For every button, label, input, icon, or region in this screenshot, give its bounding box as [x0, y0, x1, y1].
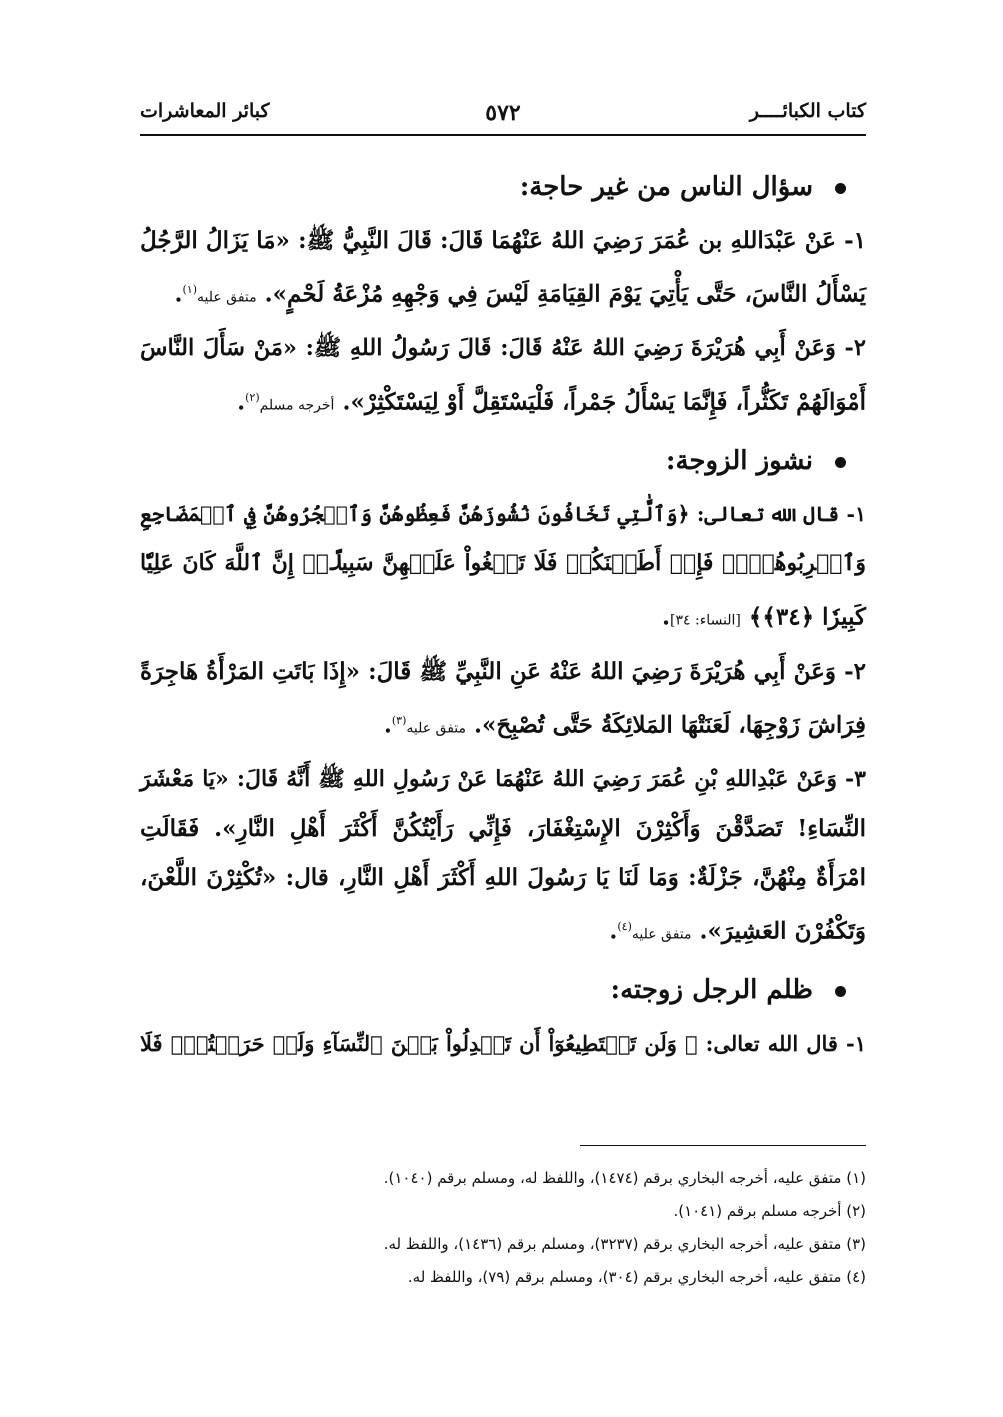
text-line	[140, 490, 866, 539]
text-line	[140, 696, 866, 745]
text-line	[140, 265, 866, 314]
footnote: (١) متفق عليه، أخرجه البخاري برقم (١٤٧٤)، واللفظ له، ومسلم برقم (١٠٤٠).	[383, 1169, 866, 1187]
bullet-icon	[835, 183, 846, 194]
text-line	[140, 588, 866, 637]
text-line	[140, 755, 866, 804]
bullet-icon	[835, 986, 846, 997]
hadith-item	[140, 755, 866, 951]
line-text: ٢- وَعَنْ أَبِي هُرَيْرَةَ رَضِيَ اللهُ عَنْهُ قَالَ: قَالَ رَسُولُ اللهِ ﷺ: «مَنْ سَأَلَ النَّاسَ	[140, 335, 866, 361]
footnote-ref[interactable]: (٢)	[245, 391, 260, 404]
text-line	[140, 1019, 866, 1068]
book-title: كتاب الكبائــــر	[749, 100, 866, 122]
page-body	[140, 158, 866, 1078]
bullet-icon	[835, 457, 846, 468]
text-line	[140, 853, 866, 902]
section-heading	[140, 432, 866, 490]
text-line	[140, 373, 866, 422]
text-line	[140, 539, 866, 588]
footnote-ref[interactable]: (٣)	[391, 714, 407, 727]
line-text: فِرَاشَ زَوْجِهَا، لَعَنَتْهَا المَلائِكَةُ حَتَّى تُصْبِحَ».	[474, 711, 866, 739]
text-line	[140, 804, 866, 853]
section-heading-text: سؤال الناس من غير حاجة:	[519, 172, 813, 202]
line-text: وَتَكْفُرْنَ العَشِيرَ».	[699, 917, 866, 945]
hadith-item	[140, 324, 866, 422]
footnote: (٣) متفق عليه، أخرجه البخاري برقم (٣٢٣٧)، ومسلم برقم (١٤٣٦)، واللفظ له.	[383, 1235, 866, 1253]
hadith-item	[140, 647, 866, 745]
text-line	[140, 216, 866, 265]
footnote: (٢) أخرجه مسلم برقم (١٠٤١).	[673, 1202, 866, 1220]
line-end-punct: .	[237, 388, 246, 416]
chapter-title: كبائر المعاشرات	[140, 100, 270, 122]
line-text: ١- قال الله تعالى: ﴿وَٱلَّٰتِي تَخَافُونَ نُشُوزَهُنَّ فَعِظُوهُنَّ وَٱهۡجُرُوهُنَّ فِي ٱلۡمَضَاجِعِ	[140, 502, 866, 526]
text-line	[140, 324, 866, 373]
line-text: ٣- وَعَنْ عَبْدِاللهِ بْنِ عُمَرَ رَضِيَ اللهُ عَنْهُمَا عَنْ رَسُولِ اللهِ ﷺ أَنَّهُ قَالَ: «يَا مَعْشَرَ	[140, 766, 866, 792]
line-text: أَمْوَالَهُمْ تَكَثُّراً، فَإِنَّمَا يَسْأَلُ جَمْراً، فَلْيَسْتَقِلَّ أَوْ لِيَسْتَكْثِرْ».	[342, 388, 866, 416]
source-note: متفق عليه	[631, 926, 692, 943]
section-heading-text: نشوز الزوجة:	[665, 446, 813, 476]
section-heading-text: ظلم الرجل زوجته:	[610, 975, 813, 1005]
line-text: ١- عَنْ عَبْدَاللهِ بن عُمَرَ رَضِيَ اللهُ عَنْهُمَا قَالَ: قَالَ النَّبِيُّ ﷺ: «مَا يَزَالُ الرَّجُلُ	[140, 227, 866, 254]
hadith-item	[140, 490, 866, 637]
footnotes	[140, 1162, 866, 1294]
text-line	[140, 647, 866, 696]
line-text: كَبِيرٗا ﴿٣٤﴾﴾	[748, 603, 866, 631]
hadith-item	[140, 216, 866, 314]
page-number: ٥٧٢	[485, 100, 521, 126]
footnote-ref[interactable]: (٤)	[617, 920, 632, 933]
section-heading	[140, 961, 866, 1019]
line-text: وَٱضۡرِبُوهُنَّۖ فَإِنۡ أَطَعۡنَكُمۡ فَلَا تَبۡغُواْ عَلَيۡهِنَّ سَبِيلًاۗ إِنَّ ٱللَّهَ كَانَ عَلِيّٗا	[140, 550, 866, 576]
line-text: ١- قال الله تعالى: ﴿ وَلَن تَسۡتَطِيعُوٓاْ أَن تَعۡدِلُواْ بَيۡنَ ٱلنِّسَآءِ وَلَوۡ حَرَصۡتُمۡۖ فَلَا	[140, 1031, 866, 1056]
line-end-punct: .	[383, 711, 392, 739]
source-note: [النساء: ٣٤]	[670, 612, 741, 629]
line-end-punct: .	[609, 917, 618, 945]
text-line	[140, 902, 866, 951]
hadith-item	[140, 1019, 866, 1068]
footnote-ref[interactable]: (١)	[182, 283, 197, 296]
section-heading	[140, 158, 866, 216]
line-end-punct: .	[662, 603, 671, 631]
line-text: امْرَأَةٌ مِنْهُنَّ، جَزْلَةٌ: وَمَا لَنَا يَا رَسُولَ اللهِ أَكْثَرَ أَهْلِ النَّارِ، قال: «تُكْثِرْنَ اللَّعْنَ،	[140, 864, 866, 891]
line-end-punct: .	[174, 280, 183, 308]
footnote-divider	[580, 1145, 866, 1146]
line-text: يَسْأَلُ النَّاسَ، حَتَّى يَأْتِيَ يَوْمَ القِيَامَةِ لَيْسَ فِي وَجْهِهِ مُزْعَةُ لَحْمٍ».	[264, 280, 866, 308]
source-note: أخرجه مسلم	[259, 397, 335, 414]
line-text: ٢- وَعَنْ أَبِي هُرَيْرَةَ رَضِيَ اللهُ عَنْهُ عَنِ النَّبِيِّ ﷺ قَالَ: «إِذَا بَاتَتِ المَرْأَةُ هَاجِرَةً	[140, 658, 866, 685]
source-note: متفق عليه	[406, 720, 467, 737]
source-note: متفق عليه	[197, 289, 257, 306]
running-header	[140, 100, 866, 130]
footnote: (٤) متفق عليه، أخرجه البخاري برقم (٣٠٤)، ومسلم برقم (٧٩)، واللفظ له.	[407, 1268, 866, 1286]
line-text: النِّسَاءِ! تَصَدَّقْنَ وَأَكْثِرْنَ الإِسْتِغْفَارَ، فَإِنِّي رَأَيْتُكُنَّ أَكْثَرَ أَهْلِ النَّارِ». فَقَالَتِ	[140, 815, 866, 842]
header-divider	[140, 134, 866, 136]
